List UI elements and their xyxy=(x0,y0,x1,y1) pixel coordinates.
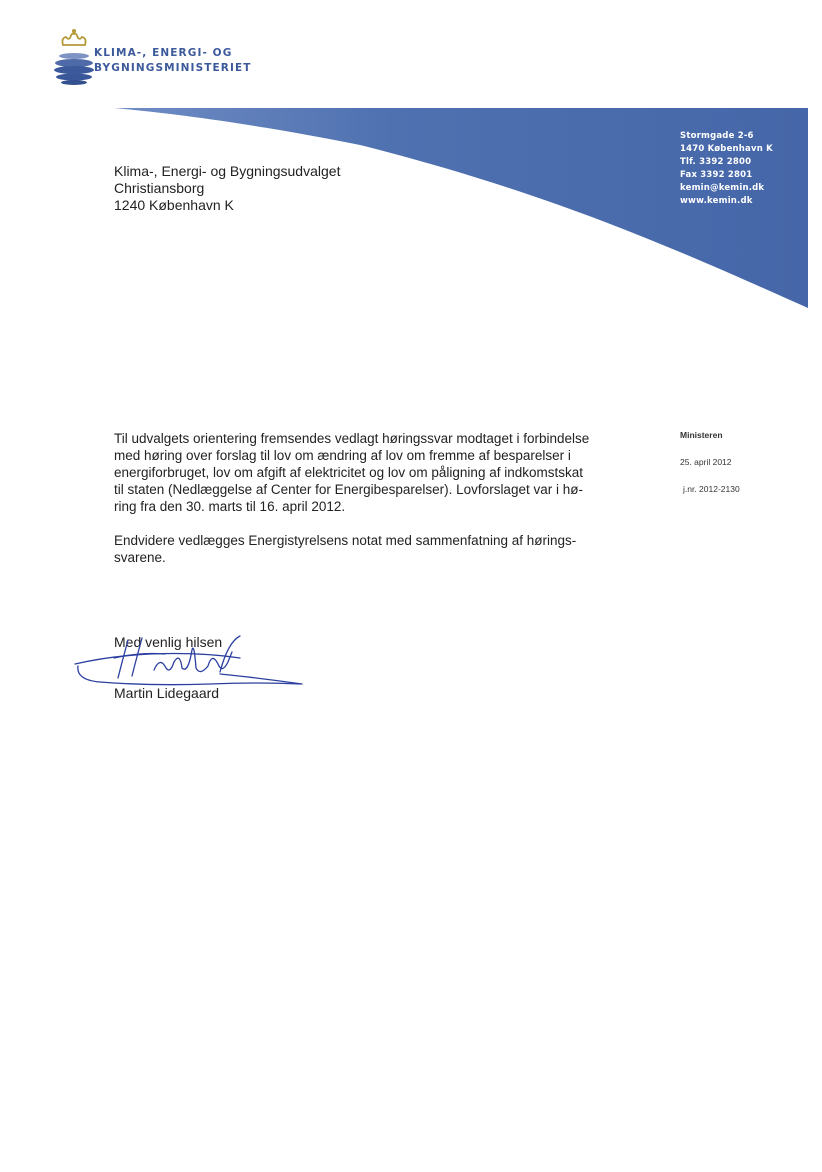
body-line: med høring over forslag til lov om ændring af lov om fremme af besparelser i xyxy=(114,448,571,463)
journal-number: j.nr. 2012-2130 xyxy=(683,484,740,494)
ministry-logo xyxy=(52,18,292,88)
contact-block xyxy=(680,130,773,208)
letter-date: 25. april 2012 xyxy=(680,457,732,467)
body-paragraph-2 xyxy=(114,532,644,566)
ministry-name-line2: BYGNINGSMINISTERIET xyxy=(94,62,252,74)
body-paragraph-1 xyxy=(114,430,644,515)
crown-globe-icon xyxy=(52,18,96,88)
body-line: ring fra den 30. marts til 16. april 2012. xyxy=(114,499,346,514)
recipient-address xyxy=(114,163,340,214)
ministry-name-line1: KLIMA-, ENERGI- OG xyxy=(94,47,233,59)
letter-body xyxy=(114,430,644,583)
closing-phrase: Med venlig hilsen xyxy=(114,634,223,650)
contact-fax: Fax 3392 2801 xyxy=(680,170,753,180)
recipient-line1: Klima-, Energi- og Bygningsudvalget xyxy=(114,163,341,179)
recipient-line3: 1240 København K xyxy=(114,197,234,213)
body-line: til staten (Nedlæggelse af Center for Energibesparelser). Lovforslaget var i hø- xyxy=(114,482,583,497)
letter-meta xyxy=(680,430,740,494)
body-line: svarene. xyxy=(114,550,166,565)
contact-phone: Tlf. 3392 2800 xyxy=(680,157,752,167)
contact-street: Stormgade 2-6 xyxy=(680,131,754,141)
body-line: Til udvalgets orientering fremsendes vedlagt høringssvar modtaget i forbindelse xyxy=(114,431,590,446)
body-line: energiforbruget, lov om afgift af elektricitet og lov om påligning af indkomstskat xyxy=(114,465,583,480)
contact-web: www.kemin.dk xyxy=(680,196,753,206)
signer-name: Martin Lidegaard xyxy=(114,685,220,701)
recipient-line2: Christiansborg xyxy=(114,180,205,196)
body-line: Endvidere vedlægges Energistyrelsens notat med sammenfatning af hørings- xyxy=(114,533,577,548)
contact-city: 1470 København K xyxy=(680,144,773,154)
sender-title: Ministeren xyxy=(680,430,723,440)
contact-email: kemin@kemin.dk xyxy=(680,183,765,193)
